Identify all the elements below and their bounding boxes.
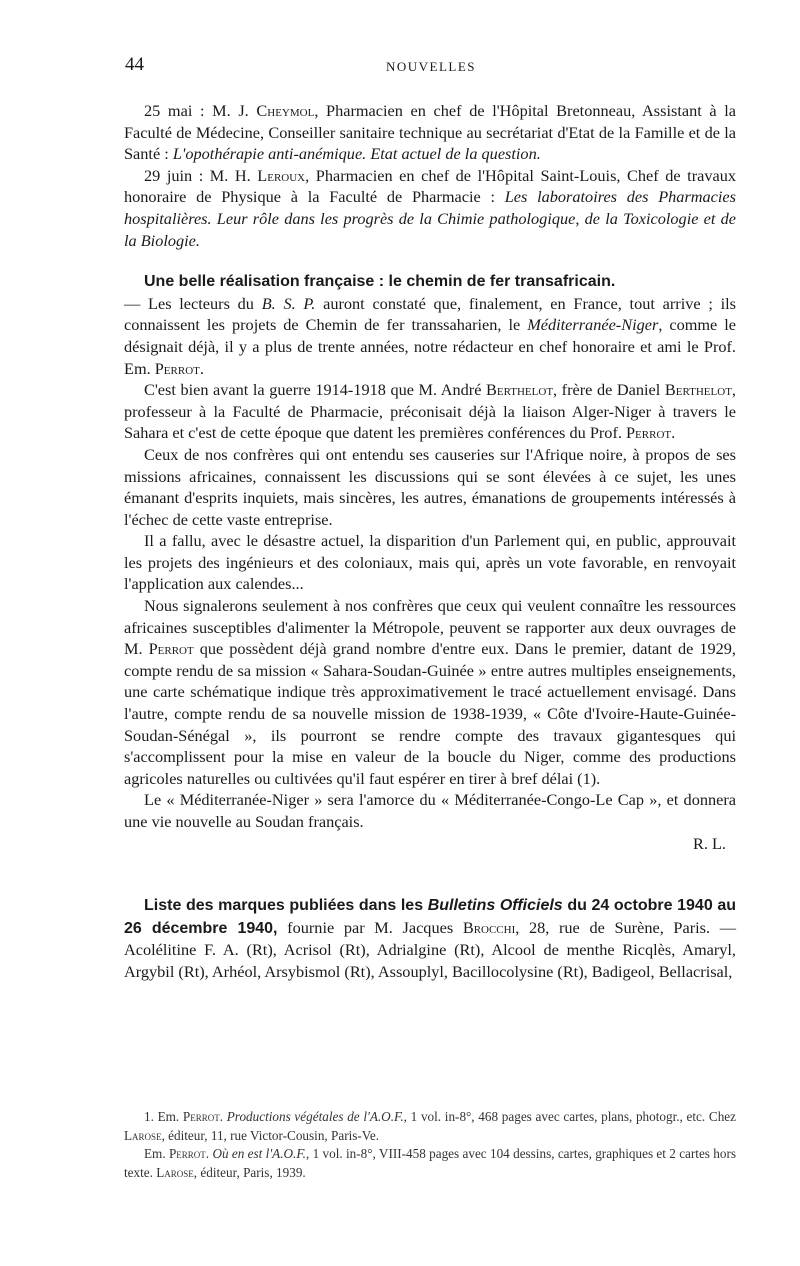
footnote [124, 1145, 736, 1182]
page-header [125, 54, 737, 82]
article-heading: Une belle réalisation française : le chemin de fer transafricain. [144, 273, 616, 291]
paragraph [124, 293, 736, 379]
paragraph [124, 379, 736, 444]
speaker-name: Cheymol [256, 101, 315, 120]
paragraph: Le « Méditerranée-Niger » sera l'amorce du « Méditerranée-Congo-Le Cap », et donnera une vie nouvelle au Soudan français. [124, 790, 736, 831]
text-run: Em. [144, 1146, 169, 1161]
conference-date: 29 juin : M. H. [144, 165, 258, 185]
conference-item [124, 165, 736, 251]
person-name: Perrot [626, 423, 672, 443]
journal-name: B. S. P. [261, 293, 316, 313]
text-run: , 1 vol. in-8°, VIII-458 pages avec 104 dessins, cartes, graphiques et 2 cartes hors texte. [124, 1146, 736, 1180]
person-name: Perrot [154, 358, 200, 378]
speaker-name: Leroux [257, 165, 306, 185]
text-run: . [205, 1146, 213, 1161]
text-run: 1. Em. [144, 1109, 183, 1124]
conference-title: L'opothérapie anti-anémique. Etat actuel de la question. [172, 144, 541, 164]
running-head: NOUVELLES [385, 59, 477, 74]
text-run: Nous signalerons seulement à nos confrères que ceux qui veulent connaître les ressources africaines susceptibles d'alimenter la Métropole, peuvent se rapporter aux deux ouvrages de M. [124, 596, 736, 659]
paragraph [124, 595, 736, 789]
speaker-description: , Pharmacien en chef de l'Hôpital Saint-Louis, Chef de travaux honoraire de Physique à la Faculté de Pharmacie : [124, 165, 736, 207]
railway-name: Méditerranée-Niger [527, 315, 659, 335]
person-name: Berthelot [664, 380, 732, 400]
person-name: Berthelot [486, 380, 554, 400]
footnote [124, 1108, 736, 1145]
text-run: , professeur à la Faculté de Pharmacie, préconisait déjà la liaison Alger-Niger à travers le Sahara et c'est de cette époque que datent les premières conférences du Prof. [124, 380, 736, 443]
paragraph: Ceux de nos confrères qui ont entendu ses causeries sur l'Afrique noire, à propos de ses missions africaines, connaissent les discussions qui se sont élevées à ce sujet, les unes émanant d'esprits inquiets, mais sincères, les autres, émanations de groupements intéressés à l'échec de cette vaste entreprise. [124, 444, 736, 529]
text-run: . [199, 358, 204, 378]
article-heading: Bulletins Officiels [427, 897, 563, 915]
person-name: Perrot [182, 1109, 220, 1124]
signature: R. L. [692, 833, 726, 853]
person-name: Brocchi [462, 917, 516, 937]
person-name: Perrot [168, 1146, 206, 1161]
text-run: que possèdent déjà grand nombre d'entre eux. Dans le premier, datant de 1929, compte rendu de sa mission « Sahara-Soudan-Guinée » entre autres multiples enseignements, une carte schématique indique très approximativement le tracé actuellement envisagé. Dans l'autre, compte rendu de sa nouvelle mission de 1938-1939, « Côte d'Ivoire-Haute-Guinée-Soudan-Sénégal », ils pourront se rendre compte des travaux gigantesques qui s'accomplissent pour la mise en valeur de la boucle du Niger, comme des productions agricoles naturelles ou cultivées qu'il faut espérer en tirer à bref délai (1). [124, 639, 737, 788]
text-run: , 28, rue de Surène, Paris. — Acolélitine F. A. (Rt), Acrisol (Rt), Adrialgine (Rt), Alcool de menthe Ricqlès, Amaryl, Argybil (Rt), Arhéol, Arsybismol (Rt), Assouplyl, Bacillocolysine (Rt), Badigeol, Bellacrisal, [124, 917, 736, 981]
publisher-name: Larose [156, 1164, 194, 1180]
article-heading: Liste des marques publiées dans les [144, 897, 428, 915]
conference-title: Les laboratoires des Pharmacies hospitalières. Leur rôle dans les progrès de la Chimie pathologique, de la Toxicologie et de la Biologie. [124, 187, 736, 250]
footnotes [124, 1108, 736, 1182]
text-run: , comme le désignait déjà, il y a plus de trente années, notre rédacteur en chef honoraire et ami le Prof. Em. [124, 315, 736, 378]
text-run: , 1 vol. in-8°, 468 pages avec cartes, plans, photogr., etc. Chez [403, 1109, 736, 1124]
text-run: , éditeur, 11, rue Victor-Cousin, Paris-Ve. [161, 1127, 379, 1143]
person-name: Perrot [148, 639, 194, 659]
paragraph: Il a fallu, avec le désastre actuel, la disparition d'un Parlement qui, en public, approuvait les projets des ingénieurs et des coloniaux, mais qui, après un vote favorable, en renvoyait l'application aux calendes... [124, 531, 736, 594]
text-run: . [671, 423, 676, 443]
conference-item [124, 100, 736, 165]
main-text [124, 100, 736, 983]
text-run: , frère de Daniel [553, 380, 665, 400]
paragraph [124, 894, 736, 982]
book-title: Où en est l'A.O.F. [212, 1146, 306, 1161]
text-run: — Les lecteurs du [124, 293, 262, 313]
text-run: . [219, 1109, 227, 1124]
book-title: Productions végétales de l'A.O.F. [226, 1109, 404, 1124]
text-run: auront constaté que, finalement, en France, tout arrive ; ils connaissent les projets de Chemin de fer transsaharien, le [124, 293, 736, 335]
text-run: fournie par M. Jacques [277, 917, 463, 937]
speaker-description: , Pharmacien en chef de l'Hôpital Bretonneau, Assistant à la Faculté de Médecine, Conseiller sanitaire technique au secrétariat d'Etat de la Famille et de la Santé : [124, 101, 736, 164]
page-number: 44 [125, 54, 144, 75]
text-run: , éditeur, Paris, 1939. [193, 1164, 306, 1180]
conference-date: 25 mai : M. J. [144, 101, 257, 120]
text-run: C'est bien avant la guerre 1914-1918 que M. André [144, 380, 487, 400]
publisher-name: Larose [124, 1127, 162, 1143]
article-heading: du 24 octobre 1940 au 26 décembre 1940, [124, 897, 736, 937]
